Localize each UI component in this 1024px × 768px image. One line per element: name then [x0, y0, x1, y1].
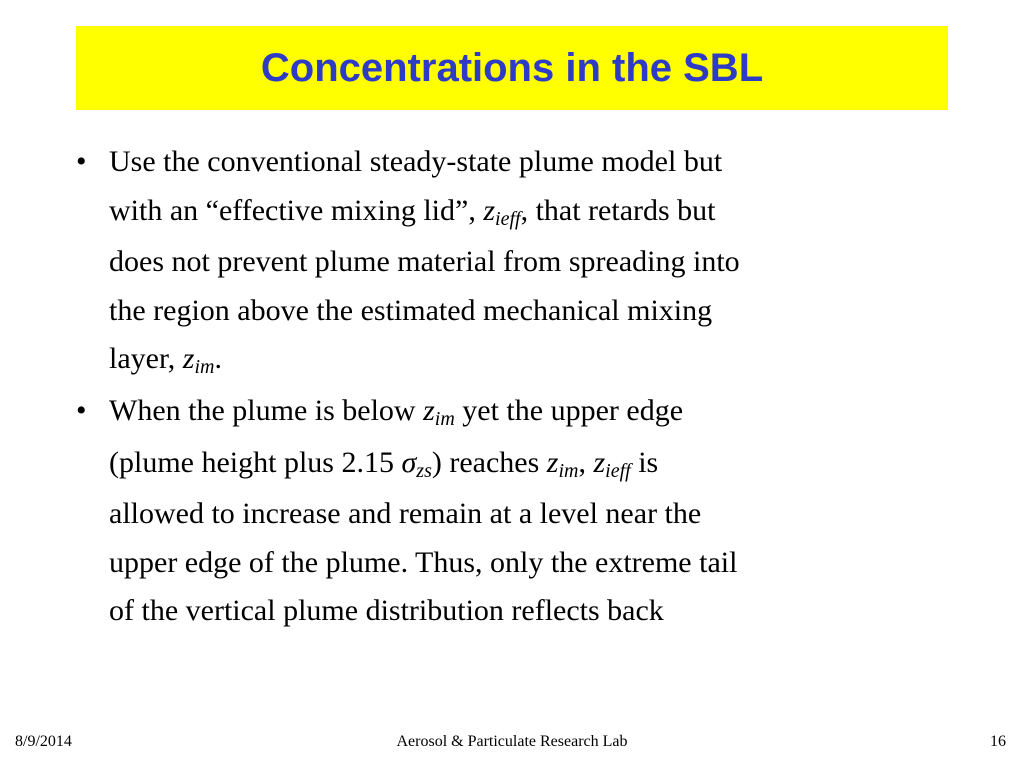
footer-page-number: 16: [990, 733, 1006, 750]
bullet-2-line-3: allowed to increase and remain at a level near the: [109, 497, 702, 531]
text-run: When the plume is below: [109, 393, 424, 427]
bullet-2-line-1: [109, 387, 976, 439]
bullet-1-line-1: Use the conventional steady-state plume model but: [109, 145, 723, 178]
subscript-im: im: [194, 356, 215, 379]
text-run: with an “effective mixing lid”,: [109, 193, 484, 227]
bullet-2-line-4: upper edge of the plume. Thus, only the extreme tail: [109, 545, 738, 579]
slide-title: Concentrations in the SBL: [260, 45, 764, 90]
variable-z: z: [593, 445, 606, 479]
text-run: is: [630, 445, 659, 479]
bullet-item-2: [76, 387, 976, 636]
bullet-item-1: [76, 138, 976, 387]
bullet-1-line-4: the region above the estimated mechanical mixing: [109, 293, 713, 327]
text-run: (plume height plus 2.15: [109, 445, 402, 479]
subscript-zs: zs: [416, 459, 432, 482]
footer-lab-name: Aerosol & Particulate Research Lab: [396, 733, 628, 750]
bullet-1-line-5: [109, 335, 976, 387]
text-run: , that retards but: [520, 193, 716, 227]
bullet-2-line-5: of the vertical plume distribution reflects back: [109, 594, 664, 628]
bullet-dot: •: [76, 145, 87, 178]
variable-sigma: σ: [401, 445, 417, 479]
title-box: [76, 26, 948, 110]
text-run: yet the upper edge: [454, 393, 684, 427]
bullet-1-line-2: [109, 187, 976, 239]
bullet-1-line-3: does not prevent plume material from spreading into: [109, 245, 740, 279]
variable-z: z: [182, 342, 195, 376]
text-run: ,: [578, 445, 594, 479]
bullet-2-line-2: [109, 439, 976, 491]
footer-date: 8/9/2014: [15, 733, 72, 750]
variable-z: z: [423, 393, 435, 427]
text-run: .: [214, 342, 222, 376]
subscript-im: im: [558, 459, 579, 482]
variable-z: z: [546, 445, 559, 479]
text-run: ) reaches: [431, 445, 547, 479]
bullet-dot: •: [76, 393, 87, 427]
text-run: layer,: [109, 342, 183, 376]
variable-z: z: [483, 193, 496, 227]
subscript-im: im: [434, 407, 455, 430]
subscript-ieff: ieff: [495, 207, 521, 230]
slide-content: [76, 138, 976, 636]
subscript-ieff: ieff: [605, 459, 631, 482]
